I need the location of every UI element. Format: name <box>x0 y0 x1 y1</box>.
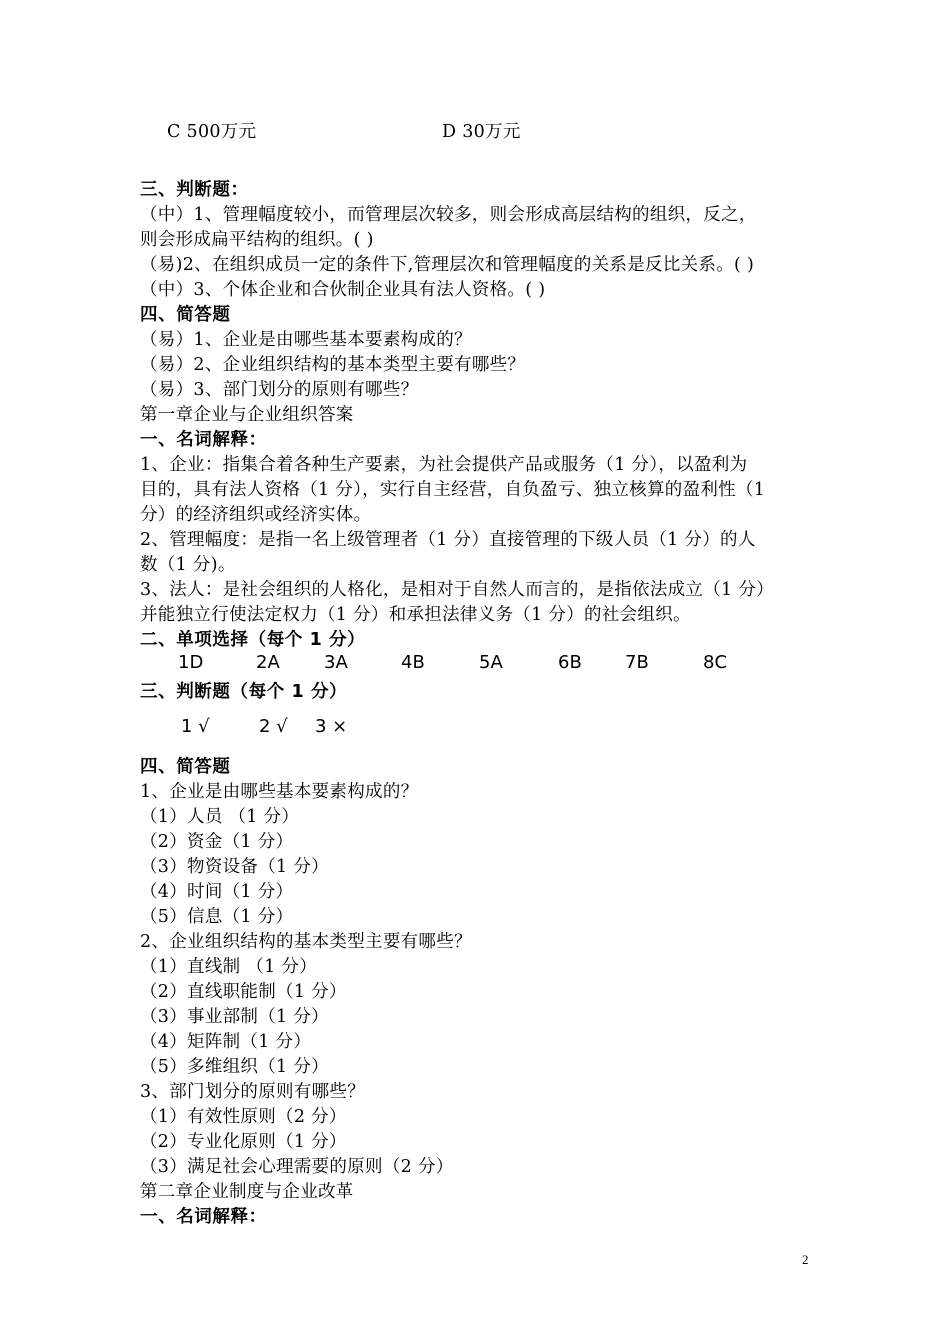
answer-1-item: （2）资金（1 分） <box>140 832 294 852</box>
option-c: C 500万元 <box>167 122 257 142</box>
mcq-answer-3: 3A <box>324 652 348 673</box>
answer-3-item: （2）专业化原则（1 分） <box>140 1132 347 1152</box>
short-answer-answer-heading: 四、简答题 <box>140 757 231 777</box>
tf-question-3: （中）3、个体企业和合伙制企业具有法人资格。( ) <box>140 280 546 300</box>
answer-3-item: （3）满足社会心理需要的原则（2 分） <box>140 1157 454 1177</box>
definition-1-line-3: 分）的经济组织或经济实体。 <box>140 505 372 525</box>
answer-2-item: （2）直线职能制（1 分） <box>140 982 347 1002</box>
answer-1-item: （3）物资设备（1 分） <box>140 857 329 877</box>
definition-3-line-2: 并能独立行使法定权力（1 分）和承担法律义务（1 分）的社会组织。 <box>140 605 691 625</box>
definition-1-line-1: 1、企业：指集合着各种生产要素，为社会提供产品或服务（1 分），以盈利为 <box>140 455 748 475</box>
answer-1-item: （1）人员 （1 分） <box>140 807 300 827</box>
mcq-answer-8: 8C <box>703 652 728 673</box>
tf-answer-heading: 三、判断题（每个 1 分） <box>140 682 348 702</box>
mcq-answer-heading: 二、单项选择（每个 1 分） <box>140 630 366 650</box>
tf-heading: 三、判断题： <box>140 180 249 200</box>
next-chapter-definition-heading: 一、名词解释： <box>140 1207 267 1227</box>
mcq-answer-7: 7B <box>625 652 649 673</box>
option-d: D 30万元 <box>442 122 521 142</box>
definition-heading: 一、名词解释： <box>140 430 267 450</box>
tf-answer-2: 2 √ <box>259 716 288 737</box>
tf-question-1-line-2: 则会形成扁平结构的组织。( ) <box>140 230 374 250</box>
answer-3-question: 3、部门划分的原则有哪些？ <box>140 1082 366 1102</box>
mcq-answer-1: 1D <box>178 652 204 673</box>
page-number: 2 <box>802 1252 809 1267</box>
mcq-answer-4: 4B <box>401 652 425 673</box>
answer-chapter-title: 第一章企业与企业组织答案 <box>140 405 354 425</box>
definition-2-line-2: 数（1 分)。 <box>140 555 236 575</box>
short-answer-question-3: （易）3、部门划分的原则有哪些？ <box>140 380 419 400</box>
tf-answer-3: 3 × <box>315 716 348 737</box>
answer-1-question: 1、企业是由哪些基本要素构成的？ <box>140 782 419 802</box>
answer-1-item: （5）信息（1 分） <box>140 907 294 927</box>
tf-question-2: （易)2、在组织成员一定的条件下,管理层次和管理幅度的关系是反比关系。( ) <box>140 255 755 275</box>
definition-2-line-1: 2、管理幅度：是指一名上级管理者（1 分）直接管理的下级人员（1 分）的人 <box>140 530 756 550</box>
answer-2-item: （3）事业部制（1 分） <box>140 1007 329 1027</box>
answer-2-question: 2、企业组织结构的基本类型主要有哪些？ <box>140 932 472 952</box>
answer-1-item: （4）时间（1 分） <box>140 882 294 902</box>
mcq-answer-6: 6B <box>558 652 582 673</box>
answer-3-item: （1）有效性原则（2 分） <box>140 1107 347 1127</box>
short-answer-question-1: （易）1、企业是由哪些基本要素构成的？ <box>140 330 472 350</box>
short-answer-heading: 四、简答题 <box>140 305 231 325</box>
definition-1-line-2: 目的，具有法人资格（1 分），实行自主经营，自负盈亏、独立核算的盈利性（1 <box>140 480 766 500</box>
next-chapter-title: 第二章企业制度与企业改革 <box>140 1182 354 1202</box>
mcq-answer-2: 2A <box>256 652 280 673</box>
definition-3-line-1: 3、法人：是社会组织的人格化，是相对于自然人而言的，是指依法成立（1 分） <box>140 580 774 600</box>
mcq-answer-5: 5A <box>479 652 503 673</box>
tf-question-1-line-1: （中）1、管理幅度较小，而管理层次较多，则会形成高层结构的组织，反之， <box>140 205 757 225</box>
answer-2-item: （5）多维组织（1 分） <box>140 1057 329 1077</box>
answer-2-item: （1）直线制 （1 分） <box>140 957 317 977</box>
tf-answer-1: 1 √ <box>181 716 210 737</box>
short-answer-question-2: （易）2、企业组织结构的基本类型主要有哪些？ <box>140 355 526 375</box>
answer-2-item: （4）矩阵制（1 分） <box>140 1032 312 1052</box>
